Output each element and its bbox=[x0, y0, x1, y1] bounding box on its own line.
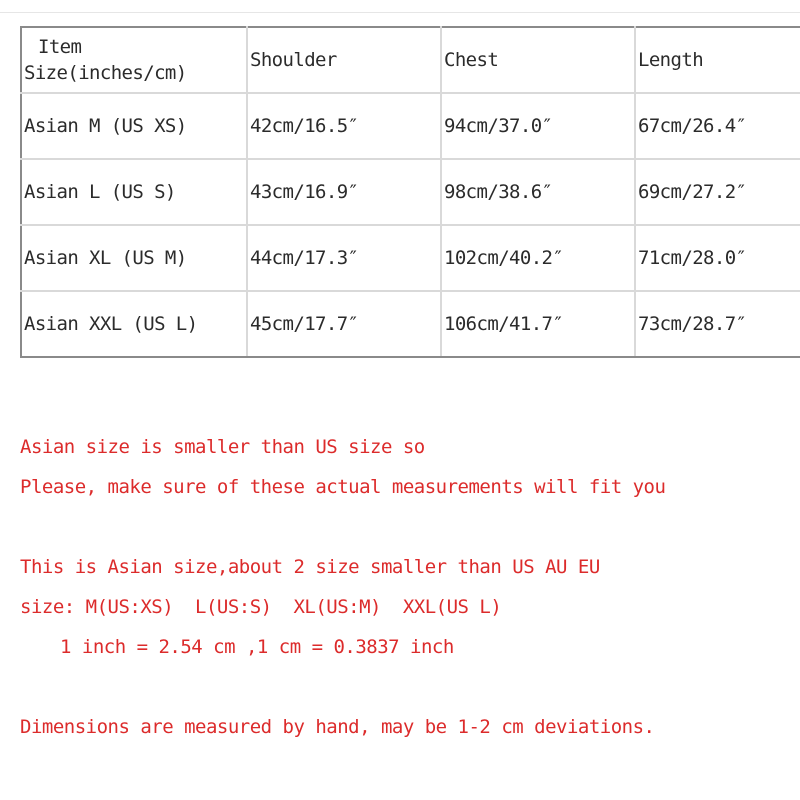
table-row bbox=[21, 159, 800, 225]
header-length: Length bbox=[635, 27, 800, 93]
chest-cell: 106cm/41.7″ bbox=[441, 291, 635, 357]
chest-cell: 98cm/38.6″ bbox=[441, 159, 635, 225]
size-cell: Asian XL (US M) bbox=[21, 225, 247, 291]
table-row bbox=[21, 93, 800, 159]
size-cell: Asian M (US XS) bbox=[21, 93, 247, 159]
note-size-mapping: size: M(US:XS) L(US:S) XL(US:M) XXL(US L) bbox=[20, 596, 502, 618]
length-cell: 71cm/28.0″ bbox=[635, 225, 800, 291]
shoulder-cell: 44cm/17.3″ bbox=[247, 225, 441, 291]
shoulder-cell: 42cm/16.5″ bbox=[247, 93, 441, 159]
size-chart-table bbox=[20, 26, 800, 358]
top-divider bbox=[0, 12, 800, 13]
note-deviation: Dimensions are measured by hand, may be 1-2 cm deviations. bbox=[20, 716, 655, 738]
table-header-row bbox=[21, 27, 800, 93]
header-item-label: Item bbox=[38, 36, 82, 58]
table-row bbox=[21, 225, 800, 291]
note-asian-size: Asian size is smaller than US size so bbox=[20, 436, 425, 458]
length-cell: 67cm/26.4″ bbox=[635, 93, 800, 159]
size-cell: Asian XXL (US L) bbox=[21, 291, 247, 357]
size-cell: Asian L (US S) bbox=[21, 159, 247, 225]
chest-cell: 94cm/37.0″ bbox=[441, 93, 635, 159]
length-cell: 69cm/27.2″ bbox=[635, 159, 800, 225]
note-measurements: Please, make sure of these actual measurements will fit you bbox=[20, 476, 666, 498]
chest-cell: 102cm/40.2″ bbox=[441, 225, 635, 291]
header-item-size-cell bbox=[21, 27, 247, 93]
shoulder-cell: 43cm/16.9″ bbox=[247, 159, 441, 225]
table-row bbox=[21, 291, 800, 357]
length-cell: 73cm/28.7″ bbox=[635, 291, 800, 357]
note-unit-conversion: 1 inch = 2.54 cm ,1 cm = 0.3837 inch bbox=[60, 636, 454, 658]
shoulder-cell: 45cm/17.7″ bbox=[247, 291, 441, 357]
header-size-label: Size(inches/cm) bbox=[24, 62, 187, 84]
note-size-comparison: This is Asian size,about 2 size smaller than US AU EU bbox=[20, 556, 600, 578]
header-shoulder: Shoulder bbox=[247, 27, 441, 93]
header-chest: Chest bbox=[441, 27, 635, 93]
